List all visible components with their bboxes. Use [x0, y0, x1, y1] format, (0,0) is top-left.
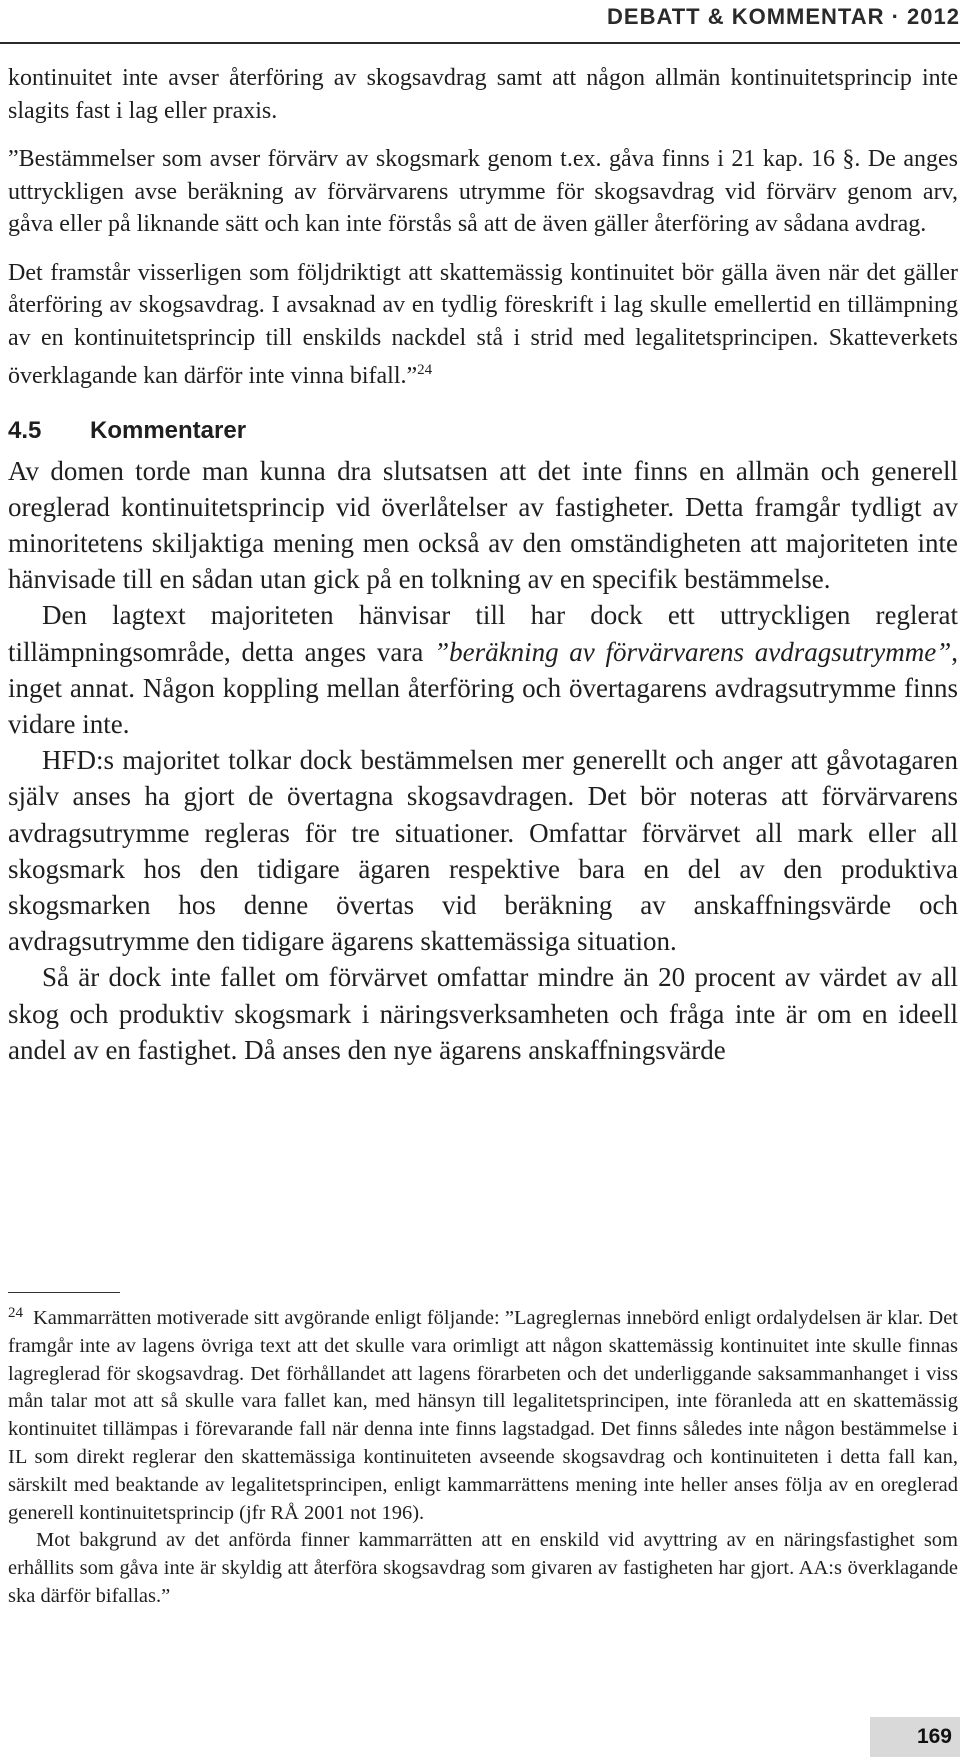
- footnote-number: 24: [8, 1305, 23, 1321]
- quote-paragraph-1: kontinuitet inte avser återföring av skogsavdrag samt att någon allmän kontinuitetsprincip inte slagits fast i lag eller praxis.: [8, 65, 958, 124]
- footnotes: [8, 1300, 958, 1611]
- body-paragraph-2-start: Den lagtext majoriteten hänvisar till har dock ett uttryckligen reglerat tillämpningsområde, detta anges vara: [8, 600, 958, 667]
- footnote-reference[interactable]: 24: [417, 362, 433, 378]
- footnote-paragraph-1: [8, 1300, 958, 1527]
- body-paragraph-1: Av domen torde man kunna dra slutsatsen att det inte finns en allmän och generell oreglerad kontinuitetsprincip vid överlåtelser av fastigheter. Detta framgår tydligt av minoritetens skiljaktiga mening men också av den omständigheten att majoriteten inte hänvisade till en sådan utan gick på en tolkning av en specifik bestämmelse.: [8, 455, 958, 595]
- body-paragraph-2: [8, 597, 958, 742]
- main-text: [8, 62, 958, 1068]
- header-rule: [0, 42, 960, 44]
- body-paragraph-3: HFD:s majoritet tolkar dock bestämmelsen mer generellt och anger att gåvotagaren själv anses ha gjort de övertagna skogsavdragen. Det bör noteras att förvärvarens avdragsutrymme regleras för tre situationer. Omfattar förvärvet all mark eller all skogsmark hos den tidigare ägaren respektive bara en del av den produktiva skogsmarken hos denne övertas vid beräkning av anskaffningsvärde och avdragsutrymme den tidigare ägarens skattemässiga situation.: [8, 745, 958, 957]
- footnote-text-1: Kammarrätten motiverade sitt avgörande enligt följande: ”Lagreglernas innebörd enligt ordalydelsen är klar. Det framgår inte av lagens övriga text att det skulle vara orimligt att någon skattemässig kontinuitet inte skulle finnas lagreglerad för skogsavdrag. Det förhållandet att lagens förarbeten och det underliggande saksammanhanget i viss mån talar mot att så skulle vara fallet kan, med hänsyn till legalitetsprincipen, inte föranleda att en skattemässig kontinuitet tillämpas i förevarande fall när denna inte finns lagstadgad. Det finns således inte någon bestämmelse i IL som direkt reglerar den skattemässiga kontinuiteten avseende skogsavdrag och kontinuiteten i detta fall kan, särskilt med beaktande av legalitetsprincipen, enligt kammarrättens mening inte heller anses följa av en oreglerad generell kontinuitetsprincip (jfr RÅ 2001 not 196).: [8, 1307, 958, 1524]
- quote-paragraph-2: ”Bestämmelser som avser förvärv av skogsmark genom t.ex. gåva finns i 21 kap. 16 §. De anges uttryckligen avse beräkning av förvärvarens utrymme för skogsavdrag vid förvärv genom arv, gåva eller på liknande sätt och kan inte förstås så att de även gäller återföring av sådana avdrag.: [8, 146, 958, 237]
- body-paragraph-4: Så är dock inte fallet om förvärvet omfattar mindre än 20 procent av värdet av all skog och produktiv skogsmark i näringsverksamheten och fråga inte är om en ideell andel av en fastighet. Då anses den nye ägarens anskaffningsvärde: [8, 962, 958, 1065]
- page-number-box: [870, 1717, 960, 1757]
- journal-title: DEBATT & KOMMENTAR · 2012: [607, 4, 960, 29]
- page-number: 169: [916, 1725, 952, 1748]
- footnote-rule: [8, 1292, 120, 1293]
- section-number: 4.5: [8, 416, 42, 444]
- quote-paragraph-3-text: Det framstår visserligen som följdriktigt att skattemässig kontinuitet bör gälla även när det gäller återföring av skogsavdrag. I avsaknad av en tydlig föreskrift i lag skulle emellertid en tillämpning av en kontinuitetsprincip till enskilds nackdel stå i strid med legalitetsprincipen. Skatteverkets överklagande kan därför inte vinna bifall.”: [8, 259, 958, 389]
- running-header: [0, 4, 960, 52]
- quoted-court-reasoning: [8, 62, 958, 393]
- body-paragraph-2-end: , inget annat. Någon koppling mellan återföring och övertagarens avdragsutrymme finns vidare inte.: [8, 636, 958, 739]
- footnote-paragraph-2: Mot bakgrund av det anförda finner kammarrätten att en enskild vid avyttring av en näringsfastighet som erhållits som gåva inte är skyldig att återföra skogsavdrag som givaren av fastigheten har gjort. AA:s överklagande ska därför bifallas.”: [8, 1529, 958, 1607]
- section-body: [8, 453, 958, 1068]
- section-title: Kommentarer: [90, 416, 247, 444]
- quote-paragraph-3: [8, 257, 958, 393]
- section-heading: [8, 415, 958, 447]
- body-paragraph-2-italic: ”beräkning av förvärvarens avdragsutrymme”: [434, 636, 952, 667]
